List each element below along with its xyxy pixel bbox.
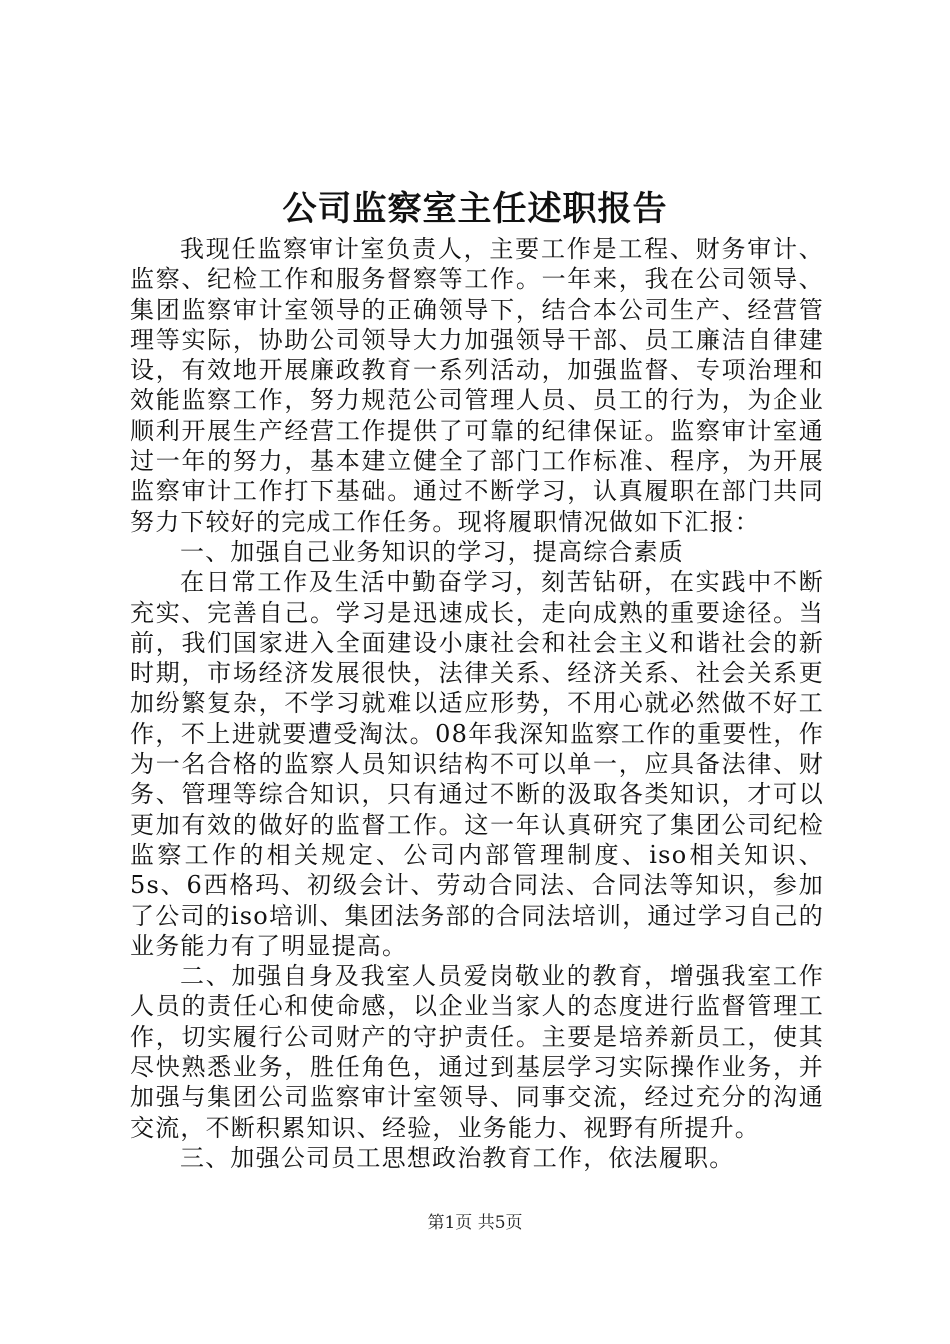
paragraph-study: 在日常工作及生活中勤奋学习，刻苦钻研，在实践中不断充实、完善自己。学习是迅速成长，走向成熟的重要途径。当前，我们国家进入全面建设小康社会和社会主义和谐社会的新时期，市场经济发展很快，法律关系、经济关系、社会关系更加纷繁复杂，不学习就难以适应形势，不用心就必然做不好工作，不上进就要遭受淘汰。08年我深知监察工作的重要性，作为一名合格的监察人员知识结构不可以单一，应具备法律、财务、管理等综合知识，只有通过不断的汲取各类知识，才可以更加有效的做好的监督工作。这一年认真研究了集团公司纪检监察工作的相关规定、公司内部管理制度、iso相关知识、5s、6西格玛、初级会计、劳动合同法、合同法等知识，参加了公司的iso培训、集团法务部的合同法培训，通过学习自己的业务能力有了明显提高。 <box>130 568 824 960</box>
section-heading-1: 一、加强自己业务知识的学习，提高综合素质 <box>180 537 684 566</box>
page-number-footer: 第1页 共5页 <box>427 1213 523 1233</box>
paragraph-intro: 我现任监察审计室负责人，主要工作是工程、财务审计、监察、纪检工作和服务督察等工作。一年来，我在公司领导、集团监察审计室领导的正确领导下，结合本公司生产、经营管理等实际，协助公司领导大力加强领导干部、员工廉洁自律建设，有效地开展廉政教育一系列活动，加强监督、专项治理和效能监察工作，努力规范公司管理人员、员工的行为，为企业顺利开展生产经营工作提供了可靠的纪律保证。监察审计室通过一年的努力，基本建立健全了部门工作标准、程序，为开展监察审计工作打下基础。通过不断学习，认真履职在部门共同努力下较好的完成工作任务。现将履职情况做如下汇报： <box>130 235 824 536</box>
paragraph-section-2: 二、加强自身及我室人员爱岗敬业的教育，增强我室工作人员的责任心和使命感，以企业当家人的态度进行监督管理工作，切实履行公司财产的守护责任。主要是培养新员工，使其尽快熟悉业务，胜任角色，通过到基层学习实际操作业务，并加强与集团公司监察审计室领导、同事交流，经过充分的沟通交流，不断积累知识、经验，业务能力、视野有所提升。 <box>130 962 824 1142</box>
document-body <box>130 234 824 1173</box>
section-heading-3: 三、加强公司员工思想政治教育工作，依法履职。 <box>180 1143 735 1172</box>
document-title: 公司监察室主任述职报告 <box>282 189 668 229</box>
